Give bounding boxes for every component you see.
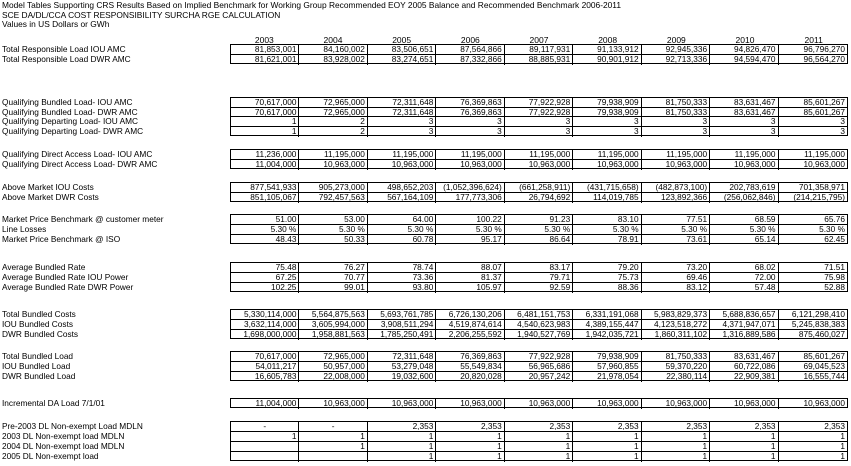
table-cell: 89,117,931 (505, 45, 573, 55)
table-cell: 16,555,744 (803, 372, 845, 381)
table-cell: 2,353 (368, 422, 436, 432)
table-cell: 83,631,467 (710, 108, 778, 118)
table-cell: 1,860,311,102 (642, 330, 710, 340)
table-cell: 102.25 (231, 283, 299, 293)
table-cell: 3 (573, 127, 641, 137)
table-cell: 3 (710, 127, 778, 137)
table-cell: 2,353 (642, 422, 710, 432)
table-cell: 87,564,866 (436, 45, 504, 55)
row-label: 2003 DL Non-exempt load MDLN (2, 431, 125, 441)
table-cell: 5.30 % (573, 225, 641, 235)
table-cell: 5,564,875,563 (299, 310, 367, 320)
table-cell: 72,965,000 (299, 108, 367, 118)
table-cell: 1 (710, 442, 778, 452)
table-cell: 22,380,114 (642, 372, 710, 382)
table-cell: 76,369,863 (436, 108, 504, 118)
table-cell: 5.30 % (231, 225, 299, 235)
table-cell: 1 (368, 442, 436, 452)
row-label: Above Market DWR Costs (2, 192, 99, 202)
table-cell: 81,750,333 (642, 98, 710, 108)
table-cell: 11,004,000 (231, 160, 299, 170)
row-label: DWR Bundled Load (2, 371, 76, 381)
table-cell: 53.00 (299, 215, 367, 225)
table-cell: 72,965,000 (299, 352, 367, 362)
table-cell: 77,922,928 (505, 98, 573, 108)
table-cell: 86.64 (505, 235, 573, 245)
table-cell: 16,605,783 (231, 372, 299, 382)
table-cell: 3 (573, 117, 641, 127)
table-cell: 4,123,518,272 (642, 320, 710, 330)
table-cell: 2 (299, 127, 367, 137)
table-cell: 79,938,909 (573, 98, 641, 108)
table-cell: 79,938,909 (573, 108, 641, 118)
table-cell: 3,605,994,000 (299, 320, 367, 330)
table-cell: 1 (779, 432, 847, 442)
table-cell: 1 (642, 452, 710, 462)
table-cell: 1 (840, 452, 845, 461)
table-cell: 94,826,470 (710, 45, 778, 55)
table-cell: 88.07 (436, 263, 504, 273)
table-cell: 99.01 (299, 283, 367, 293)
row-label: Total Responsible Load DWR AMC (2, 54, 131, 64)
table-cell: 701,358,971 (779, 183, 847, 193)
table-cell: 91.23 (505, 215, 573, 225)
table-cell: 498,652,203 (368, 183, 436, 193)
table-cell: 73.36 (368, 273, 436, 283)
row-label: Average Bundled Rate DWR Power (2, 282, 134, 292)
table-cell: 11,195,000 (299, 150, 367, 160)
table-cell: 2 (299, 117, 367, 127)
table-cell: 69,045,523 (779, 362, 847, 372)
table-cell: 83.12 (642, 283, 710, 293)
table-cell: 50,957,000 (299, 362, 367, 372)
table-cell: 11,195,000 (436, 150, 504, 160)
table-cell: 57.48 (710, 283, 778, 293)
row-group (230, 262, 848, 292)
table-cell: 92.59 (505, 283, 573, 293)
row-group (230, 351, 848, 381)
table-cell: 70,617,000 (231, 108, 299, 118)
table-cell: 72,965,000 (299, 98, 367, 108)
table-cell: 83,506,651 (368, 45, 436, 55)
table-cell: 64.00 (368, 215, 436, 225)
table-cell: 70,617,000 (231, 98, 299, 108)
table-cell (231, 452, 299, 462)
table-cell: 76,369,863 (436, 98, 504, 108)
table-cell: 4,371,947,071 (710, 320, 778, 330)
header-units: Values in US Dollars or GWh (2, 19, 110, 29)
table-cell: 5.30 % (436, 225, 504, 235)
table-cell: (214,215,795) (793, 193, 845, 202)
table-cell: 3 (642, 117, 710, 127)
table-cell: 60.78 (368, 235, 436, 245)
table-cell: 1 (231, 127, 299, 137)
table-cell: (431,715,658) (573, 183, 641, 193)
table-cell: 20,957,242 (505, 372, 573, 382)
table-cell: 10,963,000 (573, 160, 641, 170)
table-cell: 3 (505, 127, 573, 137)
table-cell: 3 (840, 127, 845, 136)
table-cell: 2,206,255,592 (436, 330, 504, 340)
table-cell: 83,274,651 (368, 55, 436, 65)
table-cell: 76,369,863 (436, 352, 504, 362)
table-cell: 5.30 % (368, 225, 436, 235)
table-cell: 20,820,028 (436, 372, 504, 382)
table-cell: 75.73 (573, 273, 641, 283)
table-cell: 10,963,000 (436, 399, 504, 409)
table-cell: 11,195,000 (642, 150, 710, 160)
table-cell: 11,004,000 (231, 399, 299, 409)
table-cell: 10,963,000 (299, 399, 367, 409)
table-cell: 1,316,889,586 (710, 330, 778, 340)
table-cell: 62.45 (824, 235, 845, 244)
table-cell: 6,481,151,753 (505, 310, 573, 320)
row-label: Average Bundled Rate (2, 262, 86, 272)
year-header: 2007 (529, 35, 549, 45)
table-cell: 95.17 (436, 235, 504, 245)
table-cell: 26,794,692 (505, 193, 573, 203)
table-cell: 3 (368, 127, 436, 137)
table-cell: 3 (505, 117, 573, 127)
table-cell: 22,909,381 (710, 372, 778, 382)
table-cell: 76.27 (299, 263, 367, 273)
table-cell: 68.59 (710, 215, 778, 225)
row-label: Qualifying Departing Load- DWR AMC (2, 126, 144, 136)
table-cell: 851,105,067 (231, 193, 299, 203)
table-cell: 1 (231, 117, 299, 127)
table-cell: 10,963,000 (642, 160, 710, 170)
table-cell: 53,279,048 (368, 362, 436, 372)
table-cell: 50.33 (299, 235, 367, 245)
table-cell: 10,963,000 (505, 399, 573, 409)
row-label: Total Bundled Costs (2, 309, 76, 319)
table-cell: 2,353 (436, 422, 504, 432)
row-label: Total Responsible Load IOU AMC (2, 44, 126, 54)
table-cell: 1 (505, 452, 573, 462)
table-cell: 72,311,648 (368, 108, 436, 118)
table-cell: 5.30 % (779, 225, 847, 235)
table-cell (231, 442, 299, 452)
table-cell: 6,121,298,410 (779, 310, 847, 320)
year-header: 2009 (666, 35, 686, 45)
row-label: Qualifying Departing Load- IOU AMC (2, 116, 139, 126)
table-cell: 69.46 (642, 273, 710, 283)
row-label: Incremental DA Load 7/1/01 (2, 398, 105, 408)
table-cell: 11,195,000 (573, 150, 641, 160)
table-cell: 4,519,874,614 (436, 320, 504, 330)
table-cell: 1 (436, 442, 504, 452)
table-cell: 19,032,600 (368, 372, 436, 382)
table-cell: 2,353 (710, 422, 778, 432)
table-cell: 81,853,001 (231, 45, 299, 55)
table-cell: 1 (573, 432, 641, 442)
table-cell: 1,940,527,769 (505, 330, 573, 340)
year-header: 2004 (323, 35, 343, 45)
table-cell: 48.43 (231, 235, 299, 245)
table-cell: 1 (642, 432, 710, 442)
row-label: IOU Bundled Costs (2, 319, 74, 329)
table-cell: 83.10 (573, 215, 641, 225)
table-cell: 10,963,000 (299, 160, 367, 170)
table-cell: 51.00 (231, 215, 299, 225)
year-header: 2005 (392, 35, 412, 45)
table-cell: 792,457,563 (299, 193, 367, 203)
row-label: Total Bundled Load (2, 351, 74, 361)
table-cell: 83,631,467 (710, 352, 778, 362)
table-cell: 1,698,000,000 (231, 330, 299, 340)
table-cell: 1 (573, 452, 641, 462)
table-cell: 73.61 (642, 235, 710, 245)
row-group (230, 44, 848, 64)
table-cell: 88.36 (573, 283, 641, 293)
table-cell: 3 (436, 127, 504, 137)
table-cell: 79.20 (573, 263, 641, 273)
row-group (230, 398, 848, 408)
table-cell: 73.20 (642, 263, 710, 273)
table-cell: 77.51 (642, 215, 710, 225)
table-cell: 93.80 (368, 283, 436, 293)
table-cell: 57,960,855 (573, 362, 641, 372)
table-cell: 10,963,000 (710, 160, 778, 170)
table-cell: 3 (642, 127, 710, 137)
table-cell: 877,541,933 (231, 183, 299, 193)
table-cell: 88,885,931 (505, 55, 573, 65)
table-cell: 2,353 (779, 422, 847, 432)
table-cell: 5.30 % (642, 225, 710, 235)
table-cell: 123,892,366 (642, 193, 710, 203)
table-cell: 96,796,270 (779, 45, 847, 55)
table-cell: 905,273,000 (299, 183, 367, 193)
table-cell: 83.17 (505, 263, 573, 273)
table-cell: 875,460,027 (798, 330, 845, 339)
table-cell: 1 (505, 432, 573, 442)
table-cell: 60,722,086 (710, 362, 778, 372)
table-cell: 1 (436, 432, 504, 442)
year-header: 2011 (804, 35, 823, 45)
table-cell: 105.97 (436, 283, 504, 293)
row-label: DWR Bundled Costs (2, 329, 79, 339)
table-cell: 1 (299, 442, 367, 452)
table-cell: 114,019,785 (573, 193, 641, 203)
table-cell: 91,133,912 (573, 45, 641, 55)
table-cell: 202,783,619 (710, 183, 778, 193)
row-label: Average Bundled Rate IOU Power (2, 272, 129, 282)
table-cell: (482,873,100) (642, 183, 710, 193)
table-cell: 54,011,217 (231, 362, 299, 372)
table-cell: 1,958,881,563 (299, 330, 367, 340)
table-cell: 5,693,761,785 (368, 310, 436, 320)
table-cell: 81,750,333 (642, 352, 710, 362)
table-cell: 6,331,191,068 (573, 310, 641, 320)
table-cell: 10,963,000 (710, 399, 778, 409)
header-title: Model Tables Supporting CRS Results Based on Implied Benchmark for Working Group Recommended EOY 2005 Balance and Recommended Benchmark 2006-2011 (2, 0, 622, 10)
table-cell: 70,617,000 (231, 352, 299, 362)
table-cell: 6,726,130,206 (436, 310, 504, 320)
table-cell: 177,773,306 (436, 193, 504, 203)
table-cell: 5.30 % (299, 225, 367, 235)
table-cell: 81.37 (436, 273, 504, 283)
table-cell: 10,963,000 (368, 160, 436, 170)
table-cell: 85,601,267 (779, 352, 847, 362)
table-cell: 5,245,838,383 (779, 320, 847, 330)
table-cell: 3 (368, 117, 436, 127)
table-cell: 5,688,836,657 (710, 310, 778, 320)
table-cell: 87,332,866 (436, 55, 504, 65)
table-cell: 1 (573, 442, 641, 452)
table-cell: 10,963,000 (436, 160, 504, 170)
header-subtitle: SCE DA/DL/CCA COST RESPONSIBILITY SURCHA RGE CALCULATION (2, 10, 281, 20)
row-label: IOU Bundled Load (2, 361, 71, 371)
table-cell: 11,236,000 (231, 150, 299, 160)
table-cell: 70.77 (299, 273, 367, 283)
table-cell: 100.22 (436, 215, 504, 225)
table-cell: 92,945,336 (642, 45, 710, 55)
table-cell: 1 (368, 432, 436, 442)
table-cell: 52.88 (824, 283, 845, 292)
table-cell: 1 (505, 442, 573, 452)
table-cell: 56,965,686 (505, 362, 573, 372)
row-group (230, 149, 848, 169)
table-cell: (1,052,396,624) (436, 183, 504, 193)
table-cell: 72,311,648 (368, 352, 436, 362)
table-cell: 90,901,912 (573, 55, 641, 65)
table-cell: 11,195,000 (710, 150, 778, 160)
table-cell: 1,785,250,491 (368, 330, 436, 340)
table-cell: 5.30 % (710, 225, 778, 235)
row-label: Market Price Benchmark @ ISO (2, 234, 121, 244)
table-cell: 1,942,035,721 (573, 330, 641, 340)
row-group (230, 421, 848, 461)
table-cell: 5,330,114,000 (231, 310, 299, 320)
table-cell: 3 (436, 117, 504, 127)
table-cell: 84,160,002 (299, 45, 367, 55)
table-cell: 83,631,467 (710, 98, 778, 108)
table-cell: 79,938,909 (573, 352, 641, 362)
table-cell: 10,963,000 (573, 399, 641, 409)
row-label: 2004 DL Non-exempt load MDLN (2, 441, 125, 451)
table-cell: 79.71 (505, 273, 573, 283)
table-cell: 11,195,000 (368, 150, 436, 160)
table-cell: 1 (710, 452, 778, 462)
table-cell: - (231, 422, 299, 432)
table-cell: 10,963,000 (803, 399, 845, 408)
year-header: 2010 (735, 35, 755, 45)
table-cell: 65.76 (779, 215, 847, 225)
table-cell: 85,601,267 (803, 108, 845, 117)
table-cell: 1 (436, 452, 504, 462)
table-cell: (661,258,911) (505, 183, 573, 193)
table-cell: 77,922,928 (505, 108, 573, 118)
table-cell: - (299, 422, 367, 432)
row-group (230, 214, 848, 244)
row-label: Qualifying Bundled Load- IOU AMC (2, 97, 133, 107)
table-cell: 81,750,333 (642, 108, 710, 118)
row-label: Qualifying Bundled Load- DWR AMC (2, 107, 138, 117)
table-cell: 2,353 (573, 422, 641, 432)
table-cell: 68.02 (710, 263, 778, 273)
table-cell: 83,928,002 (299, 55, 367, 65)
table-cell: 92,713,336 (642, 55, 710, 65)
table-cell: 10,963,000 (803, 160, 845, 169)
table-cell: 1 (642, 442, 710, 452)
table-cell: 1 (710, 432, 778, 442)
table-cell: 75.98 (779, 273, 847, 283)
table-cell: 71.51 (779, 263, 847, 273)
table-cell: 59,370,220 (642, 362, 710, 372)
table-cell: 3,632,114,000 (231, 320, 299, 330)
table-cell: 1 (368, 452, 436, 462)
table-cell: 22,008,000 (299, 372, 367, 382)
table-cell: 10,963,000 (368, 399, 436, 409)
year-header: 2006 (460, 35, 480, 45)
table-cell: 65.14 (710, 235, 778, 245)
table-cell: 85,601,267 (779, 98, 847, 108)
table-cell: 96,564,270 (803, 55, 845, 64)
table-cell: 11,195,000 (505, 150, 573, 160)
row-label: Above Market IOU Costs (2, 182, 94, 192)
table-cell: 94,594,470 (710, 55, 778, 65)
table-cell: 4,389,155,447 (573, 320, 641, 330)
year-header: 2003 (254, 35, 274, 45)
row-label: Qualifying Direct Access Load- DWR AMC (2, 159, 158, 169)
row-group (230, 182, 848, 202)
table-cell: 5,983,829,373 (642, 310, 710, 320)
table-cell: 1 (231, 432, 299, 442)
table-cell: 3,908,511,294 (368, 320, 436, 330)
table-cell: (256,062,846) (710, 193, 778, 203)
table-cell: 2,353 (505, 422, 573, 432)
row-label: 2005 DL Non-exempt load (2, 451, 99, 461)
table-cell: 78.74 (368, 263, 436, 273)
table-cell: 4,540,623,983 (505, 320, 573, 330)
table-cell: 77,922,928 (505, 352, 573, 362)
row-group (230, 309, 848, 339)
row-label: Pre-2003 DL Non-exempt Load MDLN (2, 421, 143, 431)
table-cell: 75.48 (231, 263, 299, 273)
table-cell: 78.91 (573, 235, 641, 245)
table-cell: 5.30 % (505, 225, 573, 235)
table-cell: 1 (779, 442, 847, 452)
row-label: Market Price Benchmark @ customer meter (2, 214, 164, 224)
row-group (230, 116, 848, 136)
table-cell: 67.25 (231, 273, 299, 283)
table-cell (299, 452, 367, 462)
table-cell: 21,978,054 (573, 372, 641, 382)
table-cell: 11,195,000 (779, 150, 847, 160)
table-cell: 72,311,648 (368, 98, 436, 108)
table-cell: 10,963,000 (505, 160, 573, 170)
row-group (230, 97, 848, 117)
table-cell: 10,963,000 (642, 399, 710, 409)
table-cell: 72.00 (710, 273, 778, 283)
table-cell: 1 (299, 432, 367, 442)
table-cell: 3 (710, 117, 778, 127)
row-label: Line Losses (2, 224, 47, 234)
row-label: Qualifying Direct Access Load- IOU AMC (2, 149, 153, 159)
table-cell: 567,164,109 (368, 193, 436, 203)
year-header: 2008 (598, 35, 618, 45)
table-cell: 55,549,834 (436, 362, 504, 372)
table-cell: 81,621,001 (231, 55, 299, 65)
table-cell: 3 (779, 117, 847, 127)
